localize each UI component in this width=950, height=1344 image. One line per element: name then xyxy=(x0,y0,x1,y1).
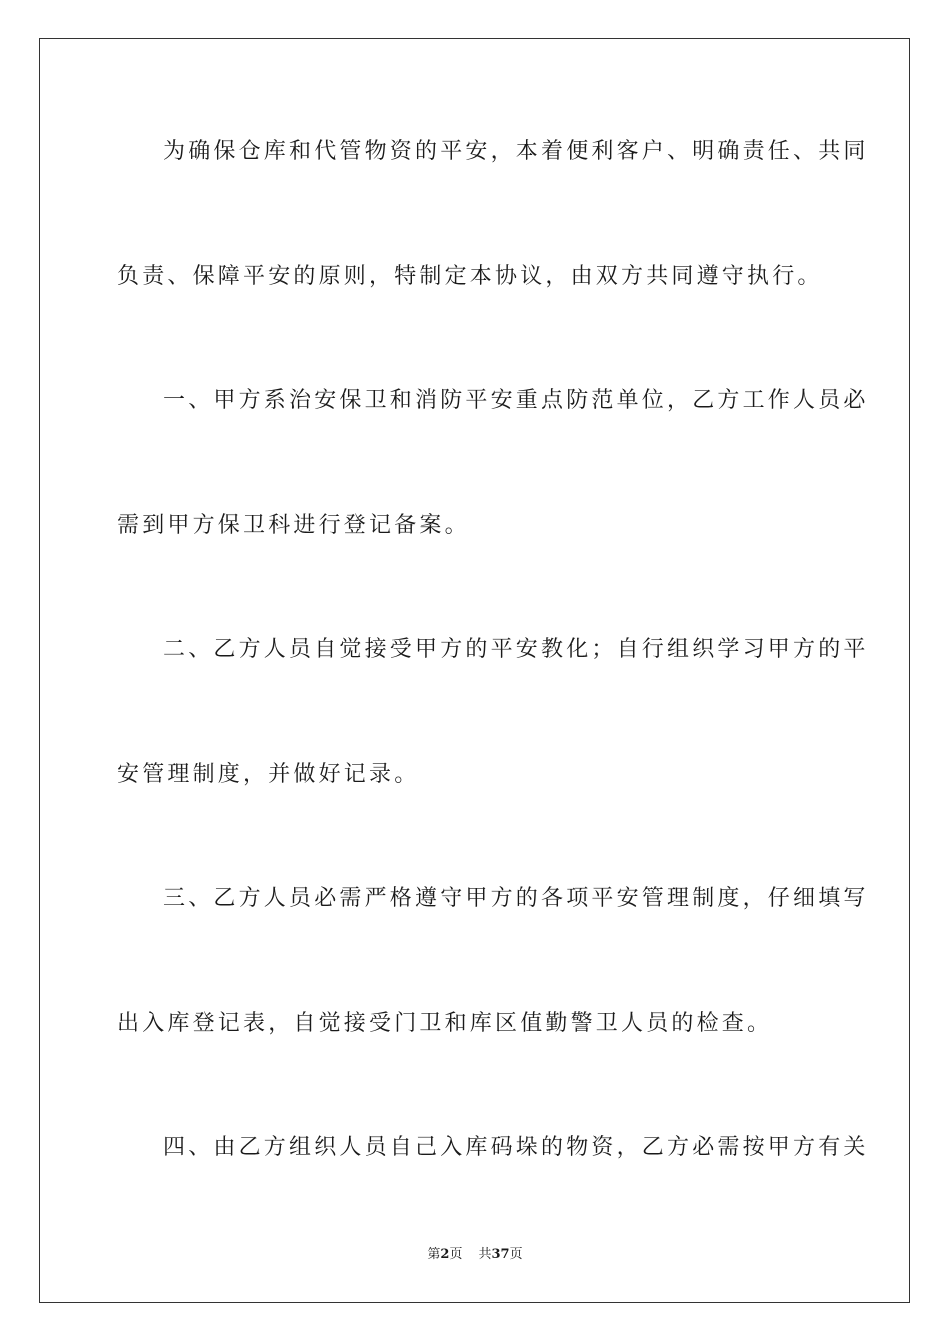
paragraph-intro-line-2: 负责、保障平安的原则，特制定本协议，由双方共同遵守执行。 xyxy=(117,264,823,289)
total-suffix: 页 xyxy=(509,1247,523,1262)
paragraph-intro-line-1: 为确保仓库和代管物资的平安，本着便利客户、明确责任、共同 xyxy=(163,139,869,164)
clause-1-line-2: 需到甲方保卫科进行登记备案。 xyxy=(117,513,470,538)
clause-1-line-1: 一、甲方系治安保卫和消防平安重点防范单位，乙方工作人员必 xyxy=(163,388,869,413)
clause-3-line-1: 三、乙方人员必需严格遵守甲方的各项平安管理制度，仔细填写 xyxy=(163,886,869,911)
page-footer xyxy=(0,1246,950,1264)
total-prefix: 共 xyxy=(478,1247,492,1262)
page-border xyxy=(39,38,910,1303)
clause-3-line-2: 出入库登记表，自觉接受门卫和库区值勤警卫人员的检查。 xyxy=(117,1011,773,1036)
page-suffix: 页 xyxy=(449,1247,463,1262)
total-pages: 37 xyxy=(491,1247,510,1262)
clause-2-line-1: 二、乙方人员自觉接受甲方的平安教化；自行组织学习甲方的平 xyxy=(163,637,869,662)
page-number: 2 xyxy=(440,1247,450,1262)
clause-4-line-1: 四、由乙方组织人员自己入库码垛的物资，乙方必需按甲方有关 xyxy=(163,1135,869,1160)
clause-2-line-2: 安管理制度，并做好记录。 xyxy=(117,762,420,787)
page-prefix: 第 xyxy=(427,1247,441,1262)
